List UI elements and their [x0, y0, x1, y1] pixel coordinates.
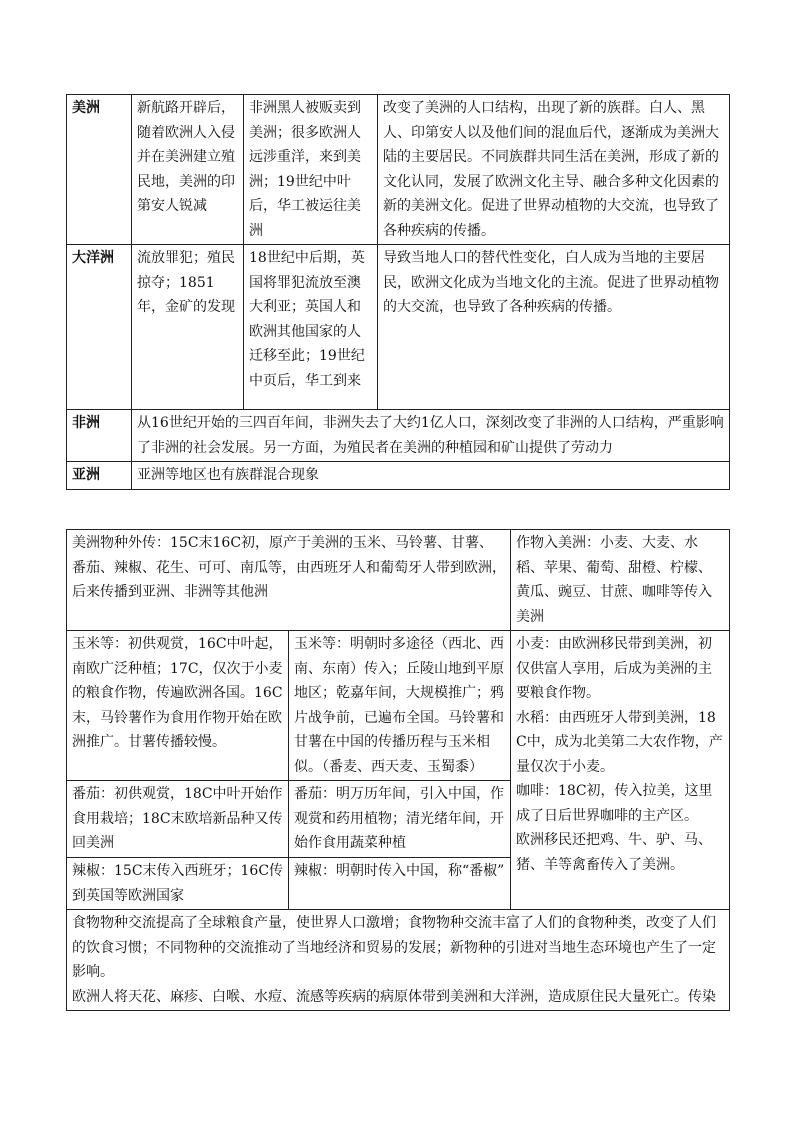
table-row [67, 245, 730, 410]
corn-china-cell: 玉米等：明朝时多途径（西北、西南、东南）传入；丘陵山地到平原地区；乾嘉年间，大规模推广；鸦片战争前，已遍布全国。马铃薯和甘薯在中国的传播历程与玉米相似。（番麦、西天麦、玉蜀黍） [289, 631, 511, 781]
asia-text-cell: 亚洲等地区也有族群混合现象 [132, 462, 730, 490]
rice-text: 水稻：由西班牙人带到美洲，18C中，成为北美第二大农作物，产量仅次于小麦。 [516, 709, 723, 775]
table-row [67, 530, 730, 631]
table-row [67, 95, 730, 245]
wheat-text: 小麦：由欧洲移民带到美洲，初仅供富人享用，后成为美洲的主要粮食作物。 [516, 636, 712, 701]
livestock-text: 欧洲移民还把鸡、牛、驴、马、猪、羊等禽畜传入了美洲。 [516, 832, 712, 873]
region-label: 大洋洲 [67, 245, 132, 410]
population-migration-table [66, 94, 730, 490]
region-label: 亚洲 [67, 462, 132, 490]
pepper-china-cell: 辣椒：明朝时传入中国，称“番椒” [289, 858, 511, 910]
table-row [67, 910, 730, 1011]
americas-species-out-cell: 美洲物种外传：15C末16C初，原产于美洲的玉米、马铃薯、甘薯、番茄、辣椒、花生、可可、南瓜等，由西班牙人和葡萄牙人带到欧洲，后来传播到亚洲、非洲等其他洲 [67, 530, 511, 631]
species-into-americas-cell: 作物入美洲：小麦、大麦、水稻、苹果、葡萄、甜橙、柠檬、黄瓜、豌豆、甘蔗、咖啡等传入美洲 [511, 530, 730, 631]
migration-impact-cell: 导致当地人口的替代性变化，白人成为当地的主要居民，欧洲文化成为当地文化的主流。促进了世界动植物的大交流，也导致了各种疾病的传播。 [378, 245, 730, 410]
table-row [67, 462, 730, 490]
corn-europe-cell: 玉米等：初供观赏，16C中叶起，南欧广泛种植；17C，仅次于小麦的粮食作物，传遍欧洲各国。16C末，马铃薯作为食用作物开始在欧洲推广。甘薯传播较慢。 [67, 631, 289, 781]
tomato-china-cell: 番茄：明万历年间，引入中国，作观赏和药用植物；清光绪年间，开始作食用蔬菜种植 [289, 781, 511, 858]
coffee-text: 咖啡：18C初，传入拉美，这里成了日后世界咖啡的主产区。 [516, 783, 713, 824]
crops-animals-americas-cell [511, 631, 730, 910]
migration-cause-cell: 新航路开辟后，随着欧洲人入侵并在美洲建立殖民地，美洲的印第安人锐减 [132, 95, 244, 245]
summary-paragraph: 食物物种交流提高了全球粮食产量，使世界人口激增；食物物种交流丰富了人们的食物种类，改变了人们的饮食习惯；不同物种的交流推动了当地经济和贸易的发展；新物种的引进对当地生态环境也产生了一定影响。 [72, 915, 716, 980]
region-label: 非洲 [67, 410, 132, 462]
migration-process-cell: 非洲黑人被贩卖到美洲；很多欧洲人远涉重洋，来到美洲；19世纪中叶后，华工被运往美洲 [244, 95, 378, 245]
table-row [67, 631, 730, 781]
tomato-europe-cell: 番茄：初供观赏，18C中叶开始作食用栽培；18C末欧培新品种又传回美洲 [67, 781, 289, 858]
region-label: 美洲 [67, 95, 132, 245]
pepper-europe-cell: 辣椒：15C末传入西班牙；16C传到英国等欧洲国家 [67, 858, 289, 910]
summary-cell [67, 910, 730, 1011]
summary-paragraph: 欧洲人将天花、麻疹、白喉、水痘、流感等疾病的病原体带到美洲和大洋洲，造成原住民大量死亡。传染 [72, 988, 716, 1005]
table-row [67, 410, 730, 462]
migration-process-cell: 18世纪中后期，英国将罪犯流放至澳大利亚；英国人和欧洲其他国家的人迁移至此；19世纪中页后，华工到来 [244, 245, 378, 410]
migration-cause-cell: 流放罪犯；殖民掠夺；1851年，金矿的发现 [132, 245, 244, 410]
migration-impact-cell: 改变了美洲的人口结构，出现了新的族群。白人、黑人、印第安人以及他们间的混血后代，逐渐成为美洲大陆的主要居民。不同族群共同生活在美洲，形成了新的文化认同，发展了欧洲文化主导、融合多种文化因素的新的美洲文化。促进了世界动植物的大交流，也导致了各种疾病的传播。 [378, 95, 730, 245]
africa-text-cell: 从16世纪开始的三四百年间，非洲失去了大约1亿人口，深刻改变了非洲的人口结构，严重影响了非洲的社会发展。另一方面，为殖民者在美洲的种植园和矿山提供了劳动力 [132, 410, 730, 462]
species-exchange-table [66, 529, 730, 1011]
